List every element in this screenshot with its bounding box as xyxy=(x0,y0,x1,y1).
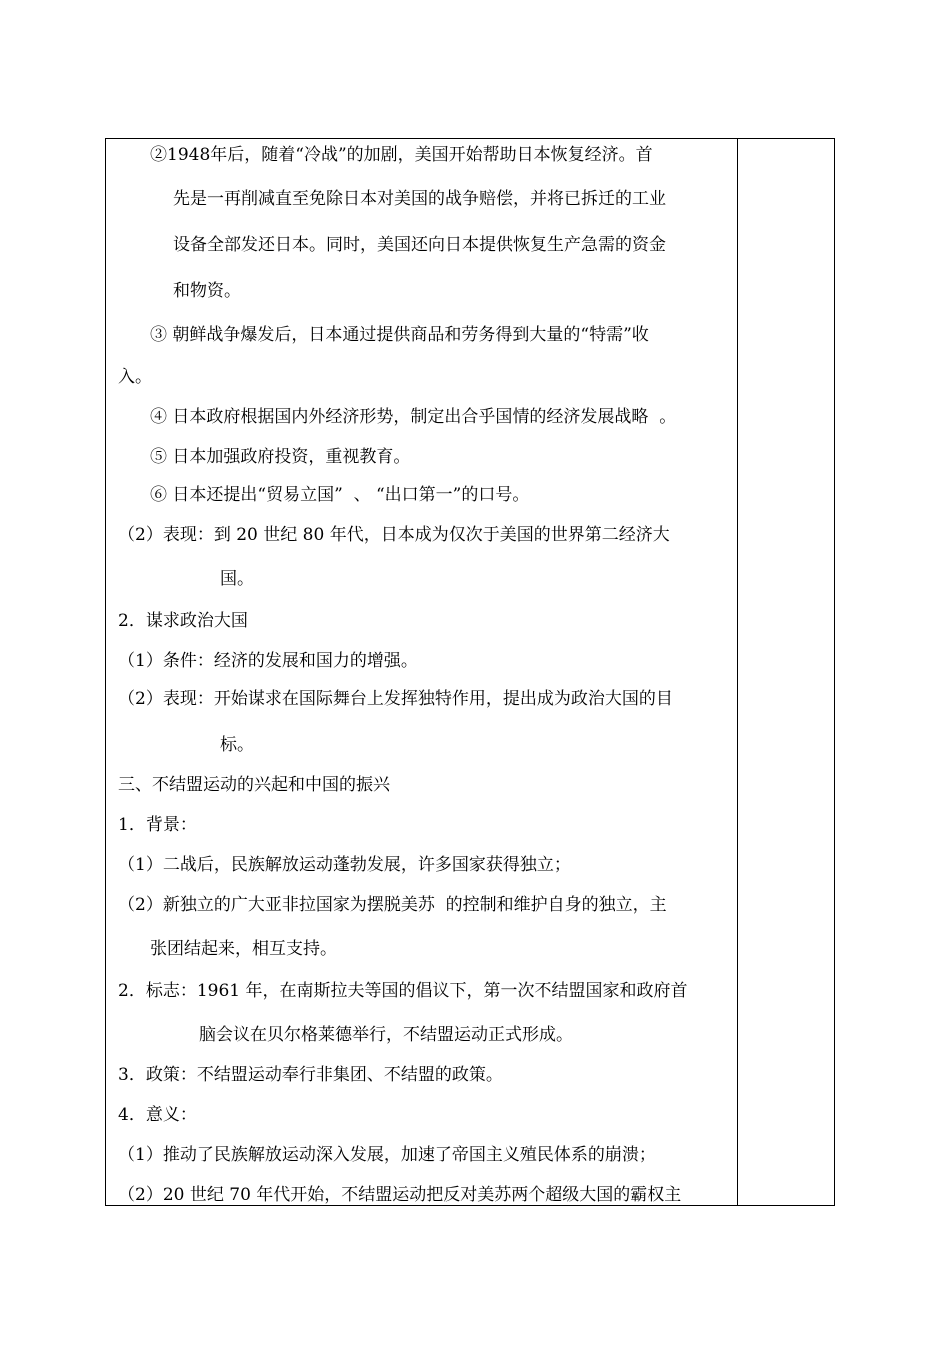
text-line: 脑会议在贝尔格莱德举行，不结盟运动正式形成。 xyxy=(199,1025,573,1045)
text-line: 和物资。 xyxy=(173,281,241,301)
text-line: （2）新独立的广大亚非拉国家为摆脱美苏 的控制和维护自身的独立，主 xyxy=(118,895,667,915)
text-line: 4．意义： xyxy=(118,1105,197,1125)
text-line: （1）推动了民族解放运动深入发展，加速了帝国主义殖民体系的崩溃； xyxy=(118,1145,656,1165)
text-line: （1）二战后，民族解放运动蓬勃发展，许多国家获得独立； xyxy=(118,855,571,875)
text-line: 张团结起来，相互支持。 xyxy=(150,939,337,959)
text-line: 2．谋求政治大国 xyxy=(118,611,248,631)
text-line: （2）表现：开始谋求在国际舞台上发挥独特作用，提出成为政治大国的目 xyxy=(118,689,673,709)
text-line: ②1948年后，随着“冷战”的加剧，美国开始帮助日本恢复经济。首 xyxy=(150,145,653,165)
text-line: ⑥ 日本还提出“贸易立国” 、 “出口第一”的口号。 xyxy=(150,485,530,505)
text-line: ③ 朝鲜战争爆发后，日本通过提供商品和劳务得到大量的“特需”收 xyxy=(150,325,649,345)
section-heading: 三、不结盟运动的兴起和中国的振兴 xyxy=(118,775,390,795)
column-divider xyxy=(737,138,738,1206)
text-line: 1．背景： xyxy=(118,815,197,835)
text-line: ④ 日本政府根据国内外经济形势，制定出合乎国情的经济发展战略 。 xyxy=(150,407,677,427)
text-line: ⑤ 日本加强政府投资，重视教育。 xyxy=(150,447,411,467)
text-line: （2）表现：到 20 世纪 80 年代，日本成为仅次于美国的世界第二经济大 xyxy=(118,525,670,545)
text-line: 2．标志：1961 年，在南斯拉夫等国的倡议下，第一次不结盟国家和政府首 xyxy=(118,981,688,1001)
text-line: （1）条件：经济的发展和国力的增强。 xyxy=(118,651,418,671)
text-line: （2）20 世纪 70 年代开始，不结盟运动把反对美苏两个超级大国的霸权主 xyxy=(118,1185,682,1205)
text-line: 入。 xyxy=(118,367,152,387)
text-line: 先是一再削减直至免除日本对美国的战争赔偿，并将已拆迁的工业 xyxy=(173,189,666,209)
text-line: 标。 xyxy=(220,735,254,755)
text-line: 设备全部发还日本。同时，美国还向日本提供恢复生产急需的资金 xyxy=(173,235,666,255)
text-line: 3．政策：不结盟运动奉行非集团、不结盟的政策。 xyxy=(118,1065,503,1085)
text-line: 国。 xyxy=(220,569,254,589)
